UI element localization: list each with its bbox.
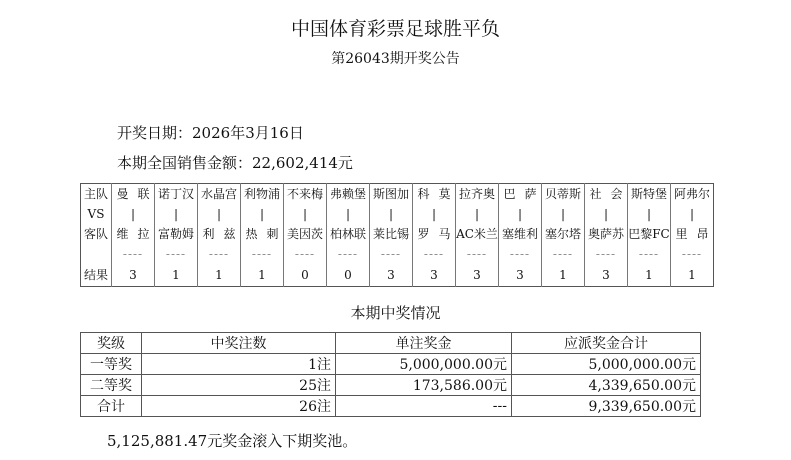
match-result: 3 [129, 268, 137, 282]
home-team: 利物浦 [243, 187, 280, 201]
away-team: 巴黎FC [628, 227, 670, 241]
vs-separator: | [431, 207, 437, 221]
vs-separator: | [646, 207, 652, 221]
prize-table [80, 332, 701, 417]
match-result: 1 [645, 268, 653, 282]
draw-date-label: 开奖日期： [117, 124, 193, 142]
match-result: 3 [473, 268, 481, 282]
prize-level: 一等奖 [81, 354, 142, 375]
match-column [198, 184, 241, 287]
away-team: AC米兰 [456, 227, 498, 241]
away-team [112, 224, 154, 244]
home-team: 斯特堡 [630, 187, 667, 201]
match-column [671, 184, 714, 287]
match-column [542, 184, 585, 287]
vs-separator: | [173, 207, 179, 221]
sales-line [117, 152, 353, 173]
prize-level: 合计 [81, 396, 142, 417]
dash-divider: ---- [251, 247, 273, 261]
home-team-char: 莫 [438, 187, 451, 201]
home-row-label: 主队 [83, 187, 108, 201]
prize-header-row [81, 333, 701, 354]
vs-separator: | [603, 207, 609, 221]
dash-divider: ---- [466, 247, 488, 261]
match-result: 0 [344, 268, 352, 282]
prize-unit: 5,000,000.00元 [336, 354, 512, 375]
match-table-label-column [81, 184, 112, 287]
vs-separator: | [259, 207, 265, 221]
home-team [112, 184, 154, 204]
home-team: 弗赖堡 [329, 187, 366, 201]
match-result: 1 [172, 268, 180, 282]
match-result: 3 [430, 268, 438, 282]
prize-total: 5,000,000.00元 [512, 354, 701, 375]
vs-row-label: VS [87, 207, 105, 221]
vs-separator: | [474, 207, 480, 221]
match-result: 1 [559, 268, 567, 282]
match-column [413, 184, 456, 287]
away-team-char: 里 [675, 227, 688, 241]
away-team: 塞维利 [501, 227, 538, 241]
sales-value: 22,602,414元 [252, 154, 353, 172]
away-team [671, 224, 713, 244]
prize-row-second [81, 375, 701, 396]
home-team: 诺丁汉 [157, 187, 194, 201]
vs-separator: | [517, 207, 523, 221]
section-title: 本期中奖情况 [350, 304, 441, 322]
match-result: 3 [516, 268, 524, 282]
home-team: 拉齐奥 [458, 187, 495, 201]
prize-row-first [81, 354, 701, 375]
match-result: 3 [602, 268, 610, 282]
home-team: 水晶宫 [200, 187, 237, 201]
vs-separator: | [560, 207, 566, 221]
match-table [80, 183, 714, 287]
away-team-char: 刺 [266, 227, 279, 241]
away-team-char: 兹 [223, 227, 236, 241]
rollover-note: 5,125,881.47元奖金滚入下期奖池。 [107, 432, 358, 450]
vs-separator: | [302, 207, 308, 221]
away-team-char: 维 [116, 227, 129, 241]
dash-divider: ---- [337, 247, 359, 261]
vs-separator: | [689, 207, 695, 221]
dash-divider: ---- [552, 247, 574, 261]
match-column [112, 184, 155, 287]
vs-separator: | [388, 207, 394, 221]
home-team [499, 184, 541, 204]
dash-divider: ---- [681, 247, 703, 261]
vs-separator: | [130, 207, 136, 221]
match-result: 1 [215, 268, 223, 282]
away-team-char: 昂 [696, 227, 709, 241]
match-result: 0 [301, 268, 309, 282]
away-team: 莱比锡 [372, 227, 409, 241]
match-column [284, 184, 327, 287]
vs-separator: | [345, 207, 351, 221]
prize-count: 1注 [142, 354, 336, 375]
away-team-char: 热 [245, 227, 258, 241]
prize-level: 二等奖 [81, 375, 142, 396]
match-column [155, 184, 198, 287]
match-column [370, 184, 413, 287]
away-team-char: 拉 [137, 227, 150, 241]
home-team-char: 社 [589, 187, 602, 201]
home-team [585, 184, 627, 204]
match-column [327, 184, 370, 287]
dash-divider: ---- [208, 247, 230, 261]
vs-separator: | [216, 207, 222, 221]
prize-total: 4,339,650.00元 [512, 375, 701, 396]
away-team: 富勒姆 [157, 227, 194, 241]
away-team [413, 224, 455, 244]
dash-divider: ---- [294, 247, 316, 261]
draw-date-line [117, 122, 304, 143]
away-team-char: 利 [202, 227, 215, 241]
home-team-char: 曼 [116, 187, 129, 201]
page-title: 中国体育彩票足球胜平负 [290, 18, 500, 40]
away-team: 柏林联 [329, 227, 366, 241]
result-row-label: 结果 [83, 268, 108, 282]
home-team: 阿弗尔 [673, 187, 710, 201]
away-team [198, 224, 240, 244]
dash-divider: ---- [165, 247, 187, 261]
away-team-char: 马 [438, 227, 451, 241]
prize-unit: 173,586.00元 [336, 375, 512, 396]
dash-divider: ---- [595, 247, 617, 261]
dash-divider: ---- [122, 247, 144, 261]
header-total-prize: 应派奖金合计 [512, 333, 701, 354]
dash-divider: ---- [423, 247, 445, 261]
away-team-char: 罗 [417, 227, 430, 241]
match-result: 3 [387, 268, 395, 282]
away-team: 美因茨 [286, 227, 323, 241]
away-row-label: 客队 [83, 227, 108, 241]
away-team: 奥萨苏 [587, 227, 624, 241]
match-result: 1 [258, 268, 266, 282]
home-team: 不来梅 [286, 187, 323, 201]
prize-unit: --- [336, 396, 512, 417]
match-column [628, 184, 671, 287]
header-count: 中奖注数 [142, 333, 336, 354]
match-column [456, 184, 499, 287]
home-team-char: 萨 [524, 187, 537, 201]
prize-total: 9,339,650.00元 [512, 396, 701, 417]
home-team: 斯图加 [372, 187, 409, 201]
home-team-char: 科 [417, 187, 430, 201]
match-column [241, 184, 284, 287]
prize-row-total [81, 396, 701, 417]
match-result: 1 [688, 268, 696, 282]
prize-count: 25注 [142, 375, 336, 396]
dash-divider: ---- [509, 247, 531, 261]
dash-divider: ---- [638, 247, 660, 261]
dash-divider: ---- [380, 247, 402, 261]
home-team: 贝蒂斯 [544, 187, 581, 201]
draw-date-value: 2026年3月16日 [192, 124, 304, 142]
away-team [241, 224, 283, 244]
header-level: 奖级 [81, 333, 142, 354]
prize-count: 26注 [142, 396, 336, 417]
away-team: 塞尔塔 [544, 227, 581, 241]
home-team-char: 联 [137, 187, 150, 201]
home-team [413, 184, 455, 204]
match-column [499, 184, 542, 287]
issue-subtitle: 第26043期开奖公告 [331, 51, 460, 67]
home-team-char: 巴 [503, 187, 516, 201]
header-unit-prize: 单注奖金 [336, 333, 512, 354]
sales-label: 本期全国销售金额： [117, 154, 253, 172]
match-column [585, 184, 628, 287]
home-team-char: 会 [610, 187, 623, 201]
